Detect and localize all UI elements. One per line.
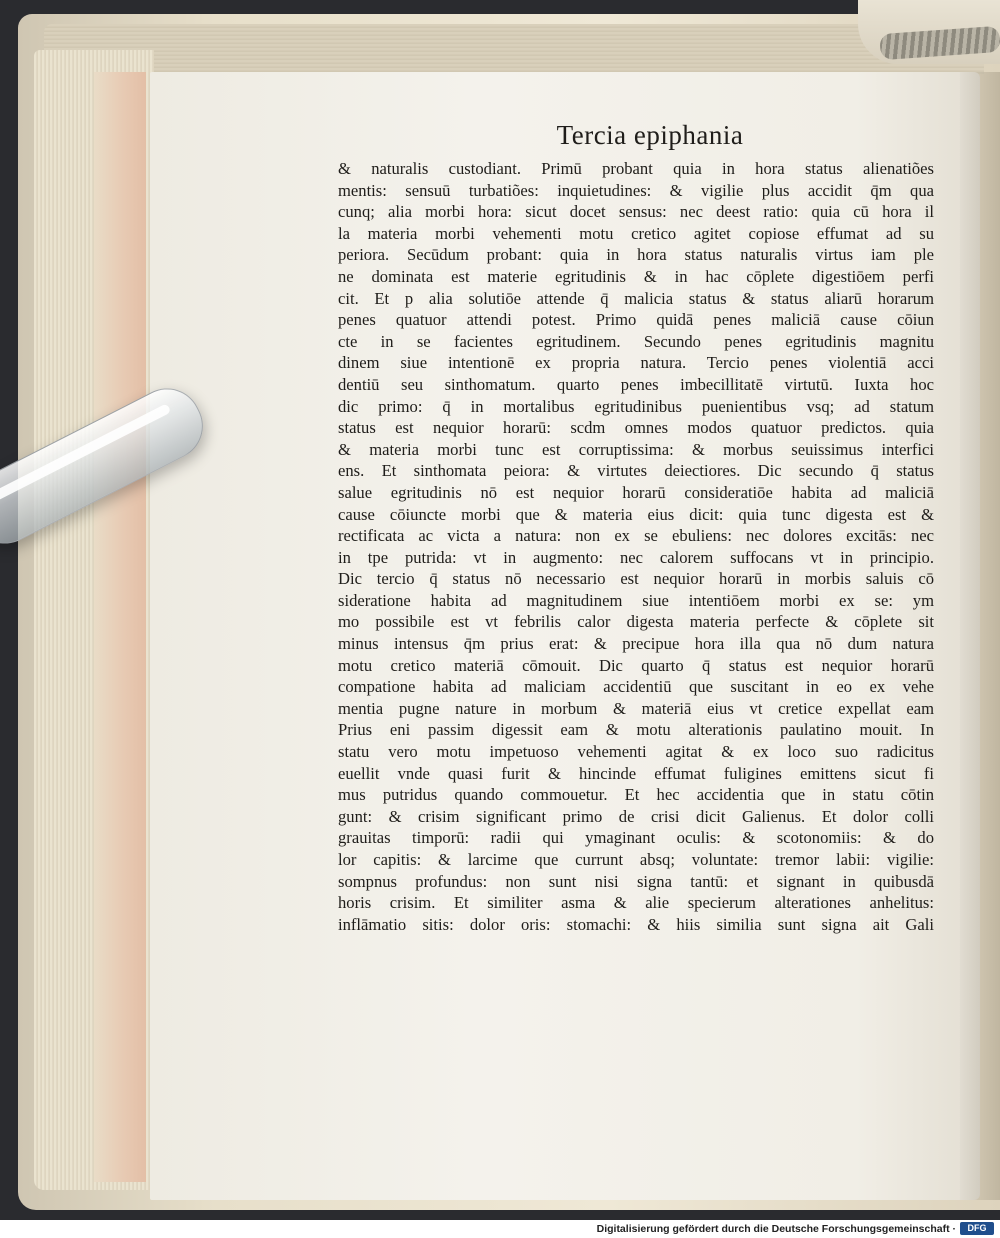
text-line: & naturalis custodiant. Primū probant quia in hora status alienatiões [338,159,934,178]
text-line: gunt: & crisim significant primo de crisi dicit Galienus. Et dolor colli [338,806,934,826]
text-line: ens. Et sinthomata peiora: & virtutes deiectiores. Dic secundo q̄ status [338,461,934,481]
dfg-logo: DFG [960,1222,994,1235]
text-line: euellit vnde quasi furit & hincinde effumat fuligines emittens sicut fi [338,763,934,783]
page-edge-tint [94,72,146,1182]
text-column [338,118,934,935]
text-line: mus putridus quando commouetur. Et hec accidentia que in statu cōtin [338,785,934,805]
text-line: la materia morbi vehementi motu cretico agitet copiose effumat ad su [338,223,934,243]
text-line: & materia morbi tunc est corruptissima: & morbus seuissimus interfici [338,439,934,459]
text-line: ne dominata est materie egritudinis & in hac cōplete digestiōem perfi [338,266,934,286]
page-top-edges [44,24,984,74]
text-line: penes quatuor attendi potest. Primo quidā penes maliciā cause cōiun [338,310,934,330]
text-line: in tpe putrida: vt in augmento: nec calorem suffocans vt in principio. [338,547,934,567]
text-line: compatione habita ad maliciam accidentiū que suscitant in eo ex vehe [338,677,934,697]
text-line: dentiū seu sinthomatum. quarto penes imbecillitatē virtutū. Iuxta hoc [338,374,934,394]
text-line: sompnus profundus: non sunt nisi signa tantū: et signant in quibusdā [338,871,934,891]
text-line: rectificata ac victa a natura: non ex se ebuliens: nec dolores excitās: nec [338,526,934,546]
text-line: dic primo: q̄ in mortalibus egritudinibus puenientibus vsq; ad statum [338,396,934,416]
text-lines [338,158,934,935]
text-line: motu cretico materiā cōmouit. Dic quarto q̄ status est nequior horarū [338,655,934,675]
gutter-shadow [960,72,1000,1200]
text-line: Dic tercio q̄ status nō necessario est nequior horarū in morbis saluis cō [338,569,934,589]
text-line: lor capitis: & larcime que currunt absq; voluntate: tremor labii: vigilie: [338,850,934,869]
text-line: statu vero motu impetuoso vehementi agitat & ex loco suo radicitus [338,742,934,762]
text-line: mentis: sensuū turbatiões: inquietudines: & vigilie plus accidit q̄m qua [338,180,934,200]
running-head: Tercia epiphania [556,120,744,150]
text-line: minus intensus q̄m prius erat: & precipue hora illa qua nō dum natura [338,634,934,654]
text-line: cte in se facientes egritudinem. Secundo penes egritudinis magnitu [338,331,934,351]
text-line: sideratione habita ad magnitudinem siue intentiōem morbi ex se: ym [338,590,934,610]
text-line: cit. Et p alia solutiōe attende q̄ malicia status & status aliarū horarum [338,288,934,308]
text-line: cause cōiuncte morbi que & materia eius dicit: quia tunc digesta est & [338,504,934,524]
text-line: mo possibile est vt febrilis calor digesta materia perfecte & cōplete sit [338,612,934,632]
text-line: salue egritudinis nō est nequior horarū consideratiōe habita ad maliciā [338,482,934,502]
text-line: grauitas timporū: radii qui ymaginant oculis: & scotonomiis: & do [338,828,934,848]
text-line: cunq; alia morbi hora: sicut docet sensus: nec deest ratio: quia cū hora il [338,202,934,222]
text-line: status est nequior horarū: scdm omnes modos quatuor predictos. quia [338,418,934,438]
text-line: periora. Secūdum probant: quia in hora status naturalis virtus iam ple [338,245,934,265]
text-line: dinem siue intentionē ex propria natura. Tercio penes violentiā acci [338,353,934,373]
text-line: horis crisim. Et similiter asma & alie specierum alterationes anhelitus: [338,893,934,913]
text-line: mentia pugne nature in morbum & materiā eius vt cretice expellat eam [338,698,934,718]
text-line: Prius eni passim digessit eam & motu alterationis paulatino mouit. In [338,720,934,740]
text-line: inflāmatio sitis: dolor oris: stomachi: & hiis similia sunt signa ait Gali [338,914,934,934]
footer-credit: Digitalisierung gefördert durch die Deutsche Forschungsgemeinschaft · [596,1223,956,1235]
